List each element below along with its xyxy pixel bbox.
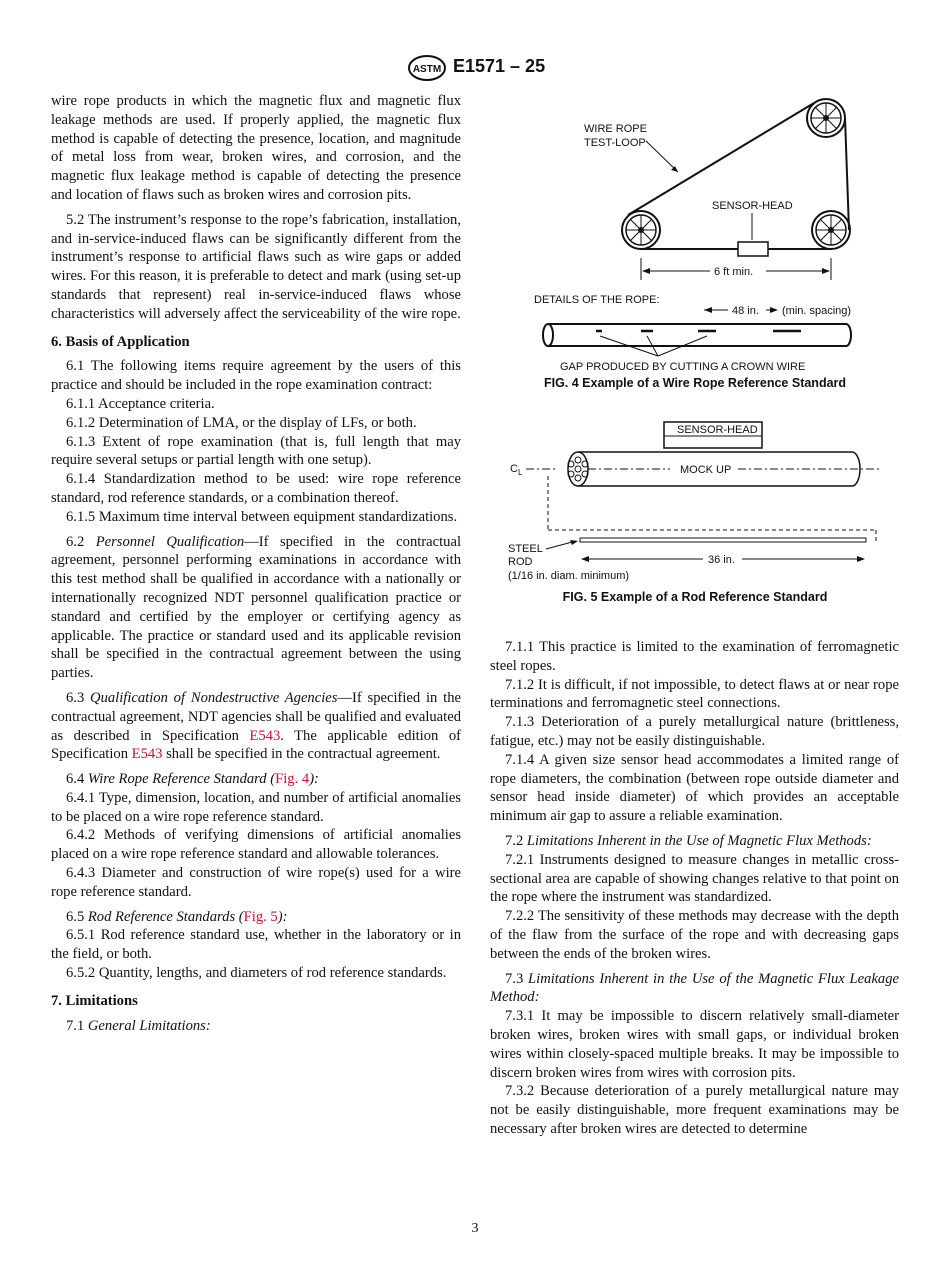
section-heading-7: 7. Limitations xyxy=(51,992,138,1009)
paragraph-6-4-1: 6.4.1 Type, dimension, location, and number of artificial anomalies to be placed on a wire rope reference standard. xyxy=(51,789,461,825)
sheave-icon xyxy=(622,211,660,249)
label-48in: 48 in. xyxy=(732,305,759,317)
paragraph-7-1: 7.1 General Limitations: xyxy=(66,1017,211,1034)
paragraph-6-4: 6.4 Wire Rope Reference Standard (Fig. 4): xyxy=(66,771,319,788)
page-number: 3 xyxy=(471,1221,479,1236)
subsection-title: Personnel Qualification xyxy=(95,533,245,550)
paragraph-7-1-4: 7.1.4 A given size sensor head accommodates a limited range of rope diameters, the combination (between rope outside diameter and sensor head inside diameter) of which provides an acceptable minimum air gap to assure a reliable examination. xyxy=(490,751,899,825)
paragraph-6-2: 6.2 Personnel Qualification—If specified in the contractual agreement, personnel performing examinations in accordance with this test method shall be qualified in accordance with a nationally or internationally recognized NDT personnel qualification practice or standard and certified by the employer or certifying agency as applicable. The practice or standard used and its applicable revision shall be specified in the contractual agreement between the using parties. xyxy=(51,533,461,682)
logo-text: ASTM xyxy=(412,64,442,75)
paragraph-7-1-1: 7.1.1 This practice is limited to the examination of ferromagnetic steel ropes. xyxy=(490,639,899,674)
astm-logo-icon xyxy=(407,54,447,82)
paragraph-5-2: 5.2 The instrument’s response to the rope’s fabrication, installation, and in-service-induced flaws can be significantly different from the instrument’s response to artificial flaws such as wire gaps or added wires. For this reason, it is preferable to detect and mark (using set-up standards that represent) real in-service-induced flaws whose characteristics will adversely affect the serviceability of the wire rope. xyxy=(51,211,461,322)
paragraph-7-2-1: 7.2.1 Instruments designed to measure changes in metallic cross-sectional area are capable of showing changes relative to that point on the rope where the instrument was standardized. xyxy=(490,851,899,906)
sensor-head-box xyxy=(738,242,768,256)
label-rod-diameter: (1/16 in. diam. minimum) xyxy=(508,570,630,582)
paragraph-7-1-2: 7.1.2 It is difficult, if not impossible, to detect flaws at or near rope terminations and ferromagnetic steel connections. xyxy=(490,676,899,712)
label-min-spacing: (min. spacing) xyxy=(782,305,852,317)
steel-rod xyxy=(580,538,866,542)
paragraph-6-5-1: 6.5.1 Rod reference standard use, whether in the laboratory or in the field, or both. xyxy=(51,927,461,963)
label-sensor-head: SENSOR-HEAD xyxy=(712,200,793,212)
figure-4 xyxy=(490,94,900,394)
figure-5 xyxy=(490,416,900,612)
figure-5-diagram xyxy=(490,416,900,612)
paragraph-7-3-2: 7.3.2 Because deterioration of a purely metallurgical nature may not be easily distinguishable, more frequent examinations may be necessary after broken wires are detected to determine xyxy=(490,1083,899,1137)
paragraph-6-5-2: 6.5.2 Quantity, lengths, and diameters of rod reference standards. xyxy=(66,965,447,982)
label-rod: ROD xyxy=(508,556,533,568)
label-cl: $C_L$ xyxy=(510,463,523,477)
label-6ft: 6 ft min. xyxy=(714,266,754,278)
paragraph-6-1-2: 6.1.2 Determination of LMA, or the display of LFs, or both. xyxy=(66,414,417,431)
paragraph-6-1-5: 6.1.5 Maximum time interval between equipment standardizations. xyxy=(66,508,458,525)
label-test-loop: TEST-LOOP xyxy=(584,137,646,149)
label-36in: 36 in. xyxy=(708,554,735,566)
paragraph-6-1-4: 6.1.4 Standardization method to be used: wire rope reference standard, rod reference standards, or a combination thereof. xyxy=(51,471,461,506)
rope-strands-icon xyxy=(568,457,588,481)
link-fig-5[interactable]: Fig. 5 xyxy=(243,908,278,925)
section-heading-6: 6. Basis of Application xyxy=(51,333,190,350)
label-steel: STEEL xyxy=(508,543,543,555)
paragraph-7-2-2: 7.2.2 The sensitivity of these methods may decrease with the depth of the flaw from the surface of the rope and with decreasing gaps between the ends of the broken wires. xyxy=(490,908,899,962)
left-column xyxy=(51,92,461,1035)
sheave-icon xyxy=(812,211,850,249)
paragraph-6-1-3: 6.1.3 Extent of rope examination (that is, full length that may require several setups or partial length with one setup). xyxy=(51,433,461,469)
paragraph-intro: wire rope products in which the magnetic flux and magnetic flux leakage methods are used. If properly applied, the magnetic flux method is capable of detecting the presence, location, and magnitude of metal loss from wear, broken wires, and corrosion, and the magnetic flux leakage method is capable of detecting the presence and location of flaws such as broken wires and corrosion pits. xyxy=(51,93,461,203)
paragraph-7-3: 7.3 Limitations Inherent in the Use of the Magnetic Flux Leakage Method: xyxy=(490,970,899,1006)
right-column xyxy=(490,638,899,1139)
label-wire-rope: WIRE ROPE xyxy=(584,123,647,135)
link-fig-4[interactable]: Fig. 4 xyxy=(275,771,310,788)
paragraph-6-4-3: 6.4.3 Diameter and construction of wire rope(s) used for a wire rope reference standard. xyxy=(51,865,461,900)
paragraph-6-5: 6.5 Rod Reference Standards (Fig. 5): xyxy=(66,908,288,925)
paragraph-6-1-1: 6.1.1 Acceptance criteria. xyxy=(66,395,215,412)
link-e543[interactable]: E543 xyxy=(249,727,281,744)
document-id: E1571 – 25 xyxy=(453,56,546,76)
label-gap: GAP PRODUCED BY CUTTING A CROWN WIRE xyxy=(560,361,806,373)
paragraph-6-4-2: 6.4.2 Methods of verifying dimensions of artificial anomalies placed on a wire rope reference standard and allowable tolerances. xyxy=(51,827,461,863)
paragraph-7-2: 7.2 Limitations Inherent in the Use of Magnetic Flux Methods: xyxy=(505,832,872,849)
page-header xyxy=(0,54,950,84)
link-e543[interactable]: E543 xyxy=(131,746,163,763)
paragraph-7-1-3: 7.1.3 Deterioration of a purely metallurgical nature (brittleness, fatigue, etc.) may not be easily distinguishable. xyxy=(490,714,899,749)
figure-4-caption: FIG. 4 Example of a Wire Rope Reference Standard xyxy=(543,376,847,390)
subsection-title: Qualification of Nondestructive Agencies xyxy=(90,689,338,706)
label-details: DETAILS OF THE ROPE: xyxy=(534,294,660,306)
paragraph-6-3: 6.3 Qualification of Nondestructive Agencies—If specified in the contractual agreement, NDT agencies shall be qualified and evaluated as described in Specification E543. The applicable edition of Specification E543 shall be specified in the contractual agreement. xyxy=(51,689,461,763)
figure-4-diagram xyxy=(490,94,900,394)
label-sensor-head: SENSOR-HEAD xyxy=(677,424,758,436)
paragraph-7-3-1: 7.3.1 It may be impossible to discern relatively small-diameter broken wires, broken wires with small gaps, or individual broken wires within closely-spaced multiple breaks. It may be impossible to discern broken wires from wires with corrosion pits. xyxy=(490,1008,899,1081)
label-mockup: MOCK UP xyxy=(680,464,732,476)
paragraph-6-1: 6.1 The following items require agreement by the users of this practice and should be included in the rope examination contract: xyxy=(51,358,461,394)
figure-5-caption: FIG. 5 Example of a Rod Reference Standard xyxy=(562,590,828,604)
